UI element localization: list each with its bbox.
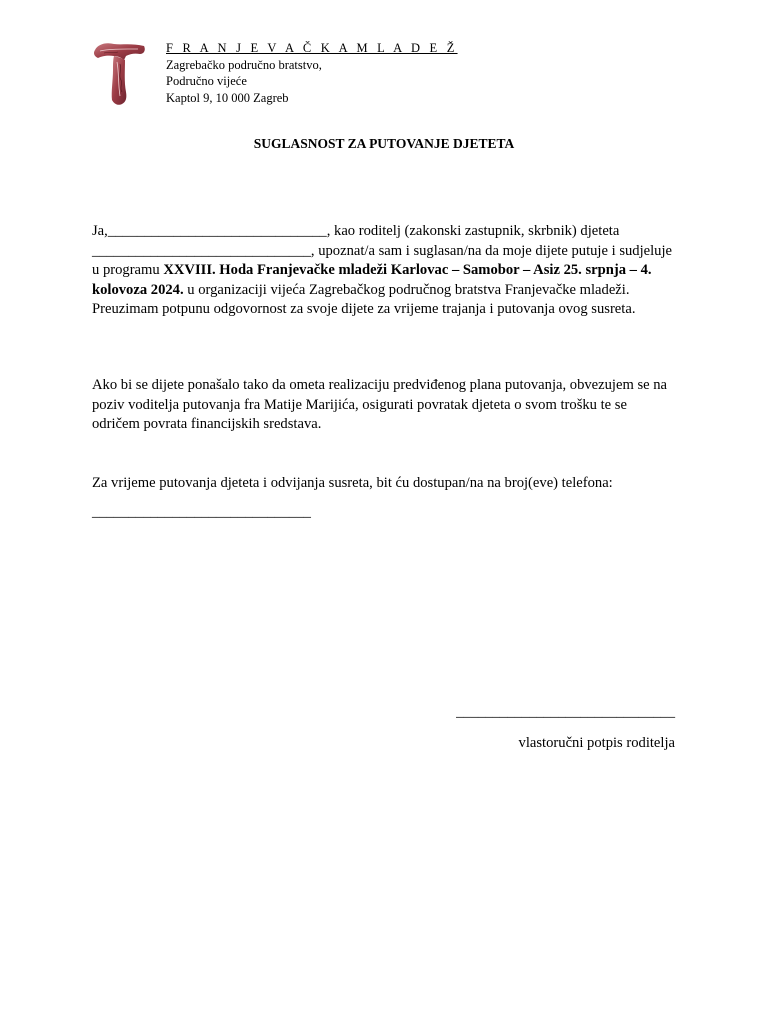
parent-name-blank: ______________________________	[107, 223, 327, 239]
organization-name: F R A N J E V A Č K A M L A D E Ž	[166, 41, 458, 55]
letterhead	[92, 40, 458, 108]
paragraph-prefix: Ja,	[92, 223, 108, 239]
contact-paragraph: Za vrijeme putovanja djeteta i odvijanja susreta, bit ću dostupan/na na broj(eve) telefona:	[92, 475, 613, 491]
document-title: SUGLASNOST ZA PUTOVANJE DJETETA	[253, 136, 515, 151]
behavior-paragraph: Ako bi se dijete ponašalo tako da ometa realizaciju predviđenog plana putovanja, obvezujem se na poziv voditelja putovanja fra Matije Marijića, osigurati povratak djeteta o svom trošku te se odričem povrata financijskih sredstava.	[92, 377, 668, 432]
tau-cross-icon	[92, 40, 148, 108]
paragraph-text-1: , kao roditelj (zakonski zastupnik, skrbnik) djeteta	[326, 223, 620, 239]
organization-info	[166, 40, 458, 106]
organization-line-2: Područno vijeće	[166, 74, 247, 88]
program-name: XXVIII. Hoda Franjevačke mladeži Karlovac – Samobor – Asiz 25. srpnja – 4. kolovoza 2024.	[92, 262, 652, 298]
signature-label: vlastoručni potpis roditelja	[518, 735, 675, 751]
organization-line-1: Zagrebačko područno bratstvo,	[166, 57, 322, 72]
consent-paragraph	[92, 222, 676, 320]
paragraph-text-2: , upoznat/a sam i suglasan/na da moje dijete putuje i sudjeluje u programu	[92, 242, 673, 278]
child-name-blank: ______________________________	[92, 242, 311, 259]
phone-blank: ______________________________	[92, 504, 311, 520]
paragraph-text-3: u organizaciji vijeća Zagrebačkog područnog bratstva Franjevačke mladeži. Preuzimam potpunu odgovornost za svoje dijete za vrijeme trajanja i putovanja ovog susreta.	[92, 281, 636, 317]
organization-address: Kaptol 9, 10 000 Zagreb	[166, 90, 289, 105]
signature-line: ______________________________	[456, 704, 675, 720]
